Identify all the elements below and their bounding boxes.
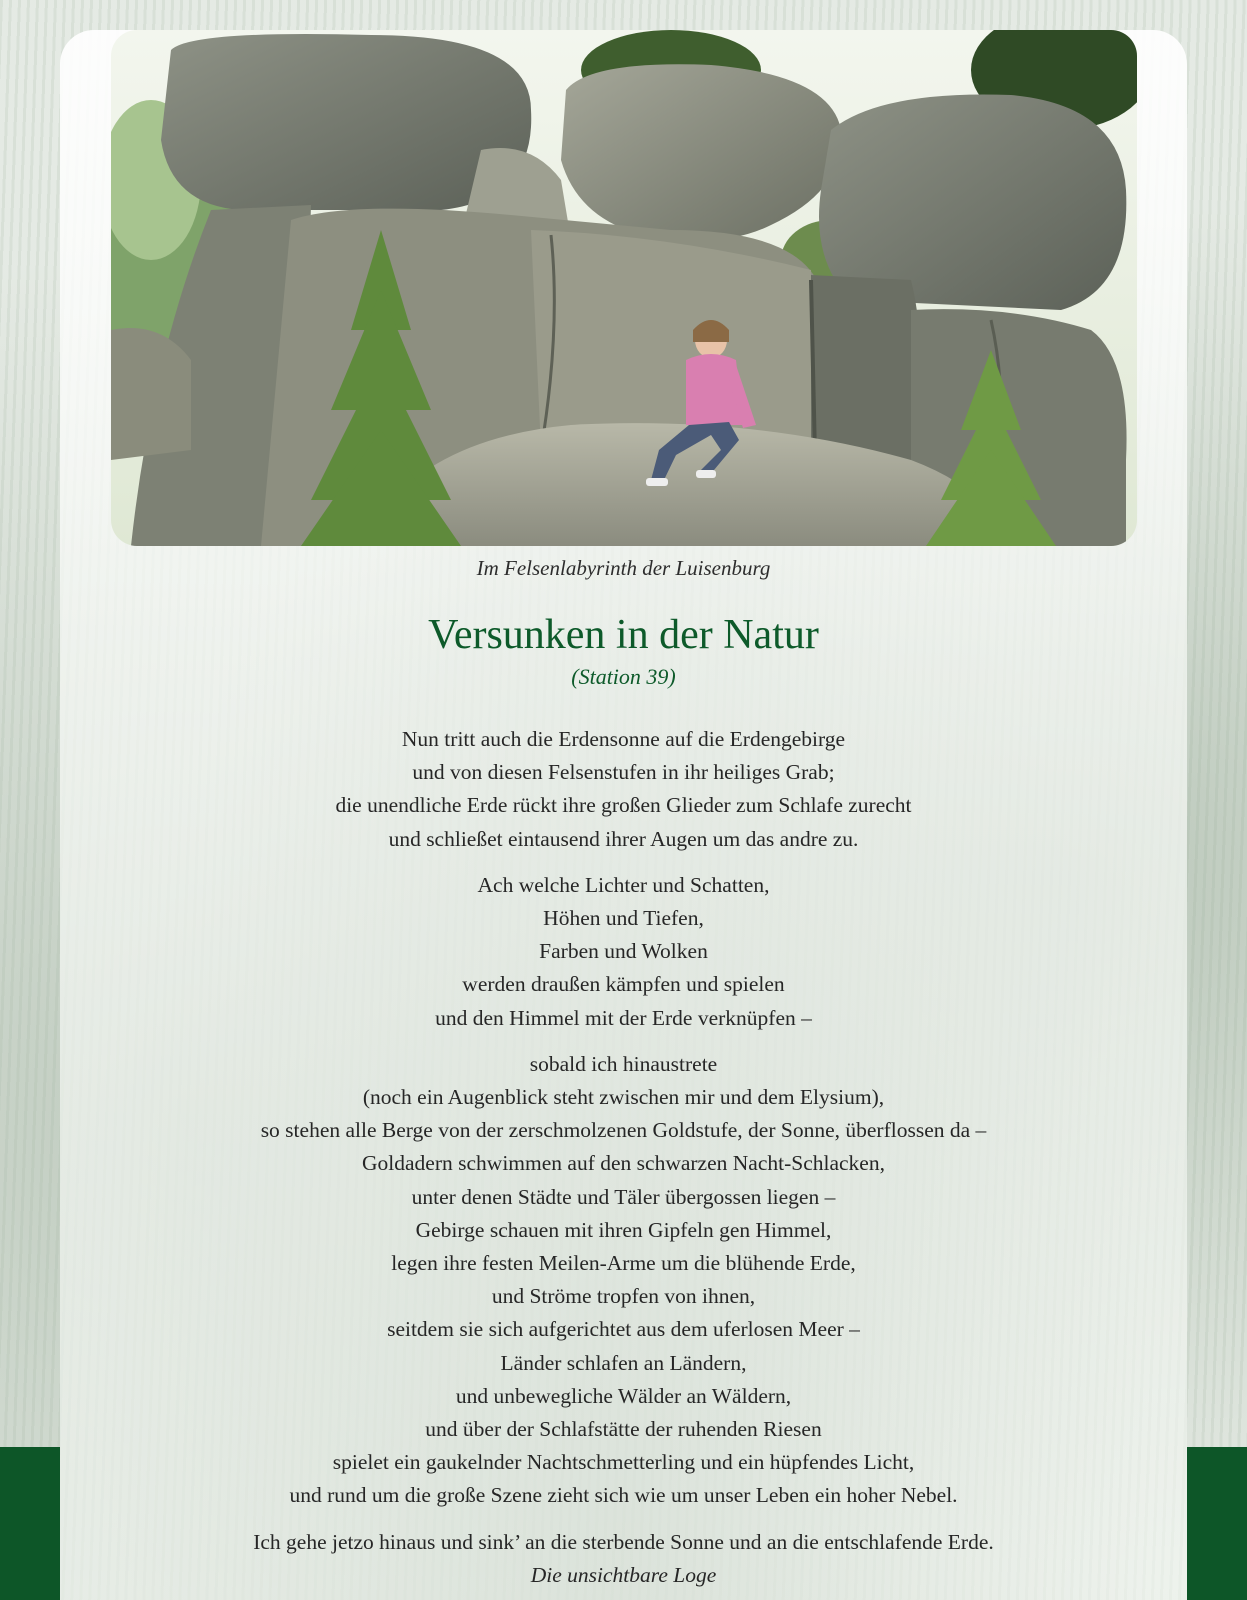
poem-line: unter denen Städte und Täler übergossen liegen – (411, 1184, 836, 1209)
poem-line: und rund um die große Szene zieht sich wie um unser Leben ein hoher Nebel. (289, 1483, 958, 1508)
green-band-left (0, 1447, 60, 1600)
poem-stanza-4 (60, 1526, 1187, 1592)
page-title: Versunken in der Natur (428, 612, 819, 658)
green-band-right (1187, 1447, 1247, 1600)
poem-line: werden draußen kämpfen und spielen (462, 972, 785, 997)
poem-stanza-1 (60, 723, 1187, 856)
poem-text (60, 723, 1187, 1592)
poem-line: Farben und Wolken (539, 939, 708, 964)
poem-line: Länder schlafen an Ländern, (500, 1350, 747, 1375)
poem-line: und über der Schlafstätte der ruhenden Riesen (425, 1417, 822, 1442)
poem-line: und unbewegliche Wälder an Wäldern, (455, 1383, 792, 1408)
station-subtitle: (Station 39) (571, 664, 676, 689)
poem-stanza-2 (60, 869, 1187, 1035)
poem-line: Ich gehe jetzo hinaus und sink’ an die sterbende Sonne und an die entschlafende Erde. (253, 1529, 994, 1554)
poem-line: Ach welche Lichter und Schatten, (477, 872, 770, 897)
poem-line: und den Himmel mit der Erde verknüpfen – (435, 1005, 812, 1030)
photo-rock-labyrinth (111, 30, 1137, 546)
poem-source: Die unsichtbare Loge (530, 1562, 717, 1587)
poem-line: seitdem sie sich aufgerichtet aus dem uferlosen Meer – (387, 1317, 860, 1342)
poem-line: (noch ein Augenblick steht zwischen mir und dem Elysium), (362, 1085, 885, 1110)
rock-photo-illustration (111, 30, 1137, 546)
poem-line: sobald ich hinaustrete (529, 1051, 718, 1076)
poem-line: Gebirge schauen mit ihren Gipfeln gen Himmel, (415, 1217, 832, 1242)
poem-line: so stehen alle Berge von der zerschmolzenen Goldstufe, der Sonne, überflossen da – (260, 1118, 987, 1143)
poem-line: die unendliche Erde rückt ihre großen Glieder zum Schlafe zurecht (335, 793, 912, 818)
poem-line: Goldadern schwimmen auf den schwarzen Nacht-Schlacken, (362, 1151, 885, 1176)
poem-stanza-3 (60, 1048, 1187, 1513)
poem-line: legen ihre festen Meilen-Arme um die blühende Erde, (391, 1251, 856, 1276)
poem-line: und Ströme tropfen von ihnen, (491, 1284, 756, 1309)
poem-line: Höhen und Tiefen, (543, 906, 704, 931)
poem-line: Nun tritt auch die Erdensonne auf die Erdengebirge (401, 727, 846, 751)
poem-line: und von diesen Felsenstufen in ihr heiliges Grab; (412, 760, 835, 785)
poem-line: spielet ein gaukelnder Nachtschmetterling und ein hüpfendes Licht, (332, 1450, 915, 1475)
photo-caption: Im Felsenlabyrinth der Luisenburg (476, 556, 771, 580)
poem-line: und schließet eintausend ihrer Augen um das andre zu. (388, 826, 859, 851)
